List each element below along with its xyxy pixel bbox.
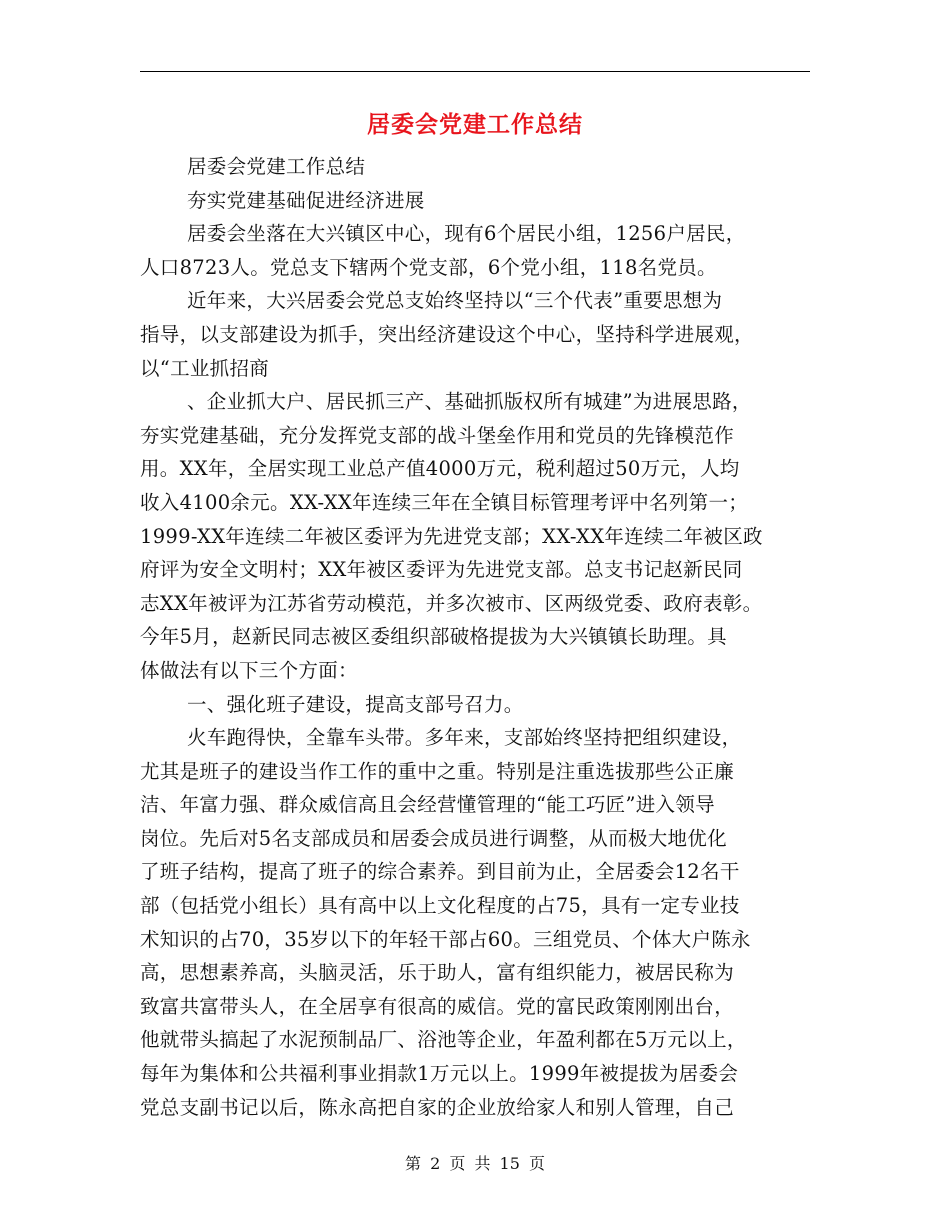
text-line: 居委会坐落在大兴镇区中心，现有6个居民小组，1256户居民， <box>187 222 746 246</box>
text-line: 岗位。先后对5名支部成员和居委会成员进行调整，从而极大地优化 <box>140 826 727 850</box>
text-line: 夯实党建基础，充分发挥党支部的战斗堡垒作用和党员的先锋模范作 <box>140 423 735 447</box>
text-line: 居委会党建工作总结 <box>187 155 366 178</box>
text-line: 他就带头搞起了水泥预制品厂、浴池等企业，年盈利都在5万元以上， <box>140 1028 747 1052</box>
text-line: 体做法有以下三个方面： <box>140 658 358 682</box>
text-line: 志XX年被评为江苏省劳动模范，并多次被市、区两级党委、政府表彰。 <box>140 591 763 615</box>
text-line: 、企业抓大户、居民抓三产、基础抓版权所有城建”为进展思路， <box>187 390 752 414</box>
text-line: 火车跑得快，全靠车头带。多年来，支部始终坚持把组织建设， <box>187 726 742 750</box>
text-line: 一、强化班子建设，提高支部号召力。 <box>187 692 524 716</box>
text-line: 党总支副书记以后，陈永高把自家的企业放给家人和别人管理，自己 <box>140 1095 735 1119</box>
text-line: 府评为安全文明村；XX年被区委评为先进党支部。总支书记赵新民同 <box>140 558 743 582</box>
text-line: 每年为集体和公共福利事业捐款1万元以上。1999年被提拔为居委会 <box>140 1062 739 1086</box>
header-rule <box>140 71 810 72</box>
text-line: 以“工业抓招商 <box>140 356 270 380</box>
page-number-footer: 第 2 页 共 15 页 <box>405 1154 545 1173</box>
text-line: 收入4100余元。XX-XX年连续三年在全镇目标管理考评中名列第一； <box>140 490 749 514</box>
text-line: 人口8723人。党总支下辖两个党支部，6个党小组，118名党员。 <box>140 255 717 279</box>
text-line: 夯实党建基础促进经济进展 <box>187 188 425 212</box>
text-line: 了班子结构，提高了班子的综合素养。到目前为止，全居委会12名干 <box>140 860 740 884</box>
text-line: 尤其是班子的建设当作工作的重中之重。特别是注重选拔那些公正廉 <box>140 759 735 783</box>
text-line: 近年来，大兴居委会党总支始终坚持以“三个代表”重要思想为 <box>187 289 723 313</box>
text-line: 部（包括党小组长）具有高中以上文化程度的占75，具有一定专业技 <box>140 894 740 918</box>
text-line: 洁、年富力强、群众威信高且会经营懂管理的“能工巧匠”进入领导 <box>140 793 715 817</box>
text-line: 高，思想素养高，头脑灵活，乐于助人，富有组织能力，被居民称为 <box>140 961 735 985</box>
text-line: 1999-XX年连续二年被区委评为先进党支部；XX-XX年连续二年被区政 <box>140 524 763 548</box>
document-title: 居委会党建工作总结 <box>367 111 583 138</box>
text-line: 指导，以支部建设为抓手，突出经济建设这个中心，坚持科学进展观， <box>140 322 754 346</box>
text-line: 致富共富带头人，在全居享有很高的威信。党的富民政策刚刚出台， <box>140 994 735 1018</box>
text-line: 用。XX年，全居实现工业总产值4000万元，税利超过50万元，人均 <box>140 457 740 481</box>
text-line: 术知识的占70，35岁以下的年轻干部占60。三组党员、个体大户陈永 <box>140 927 751 951</box>
text-line: 今年5月，赵新民同志被区委组织部破格提拔为大兴镇镇长助理。具 <box>140 625 727 649</box>
document-body <box>140 150 812 1124</box>
